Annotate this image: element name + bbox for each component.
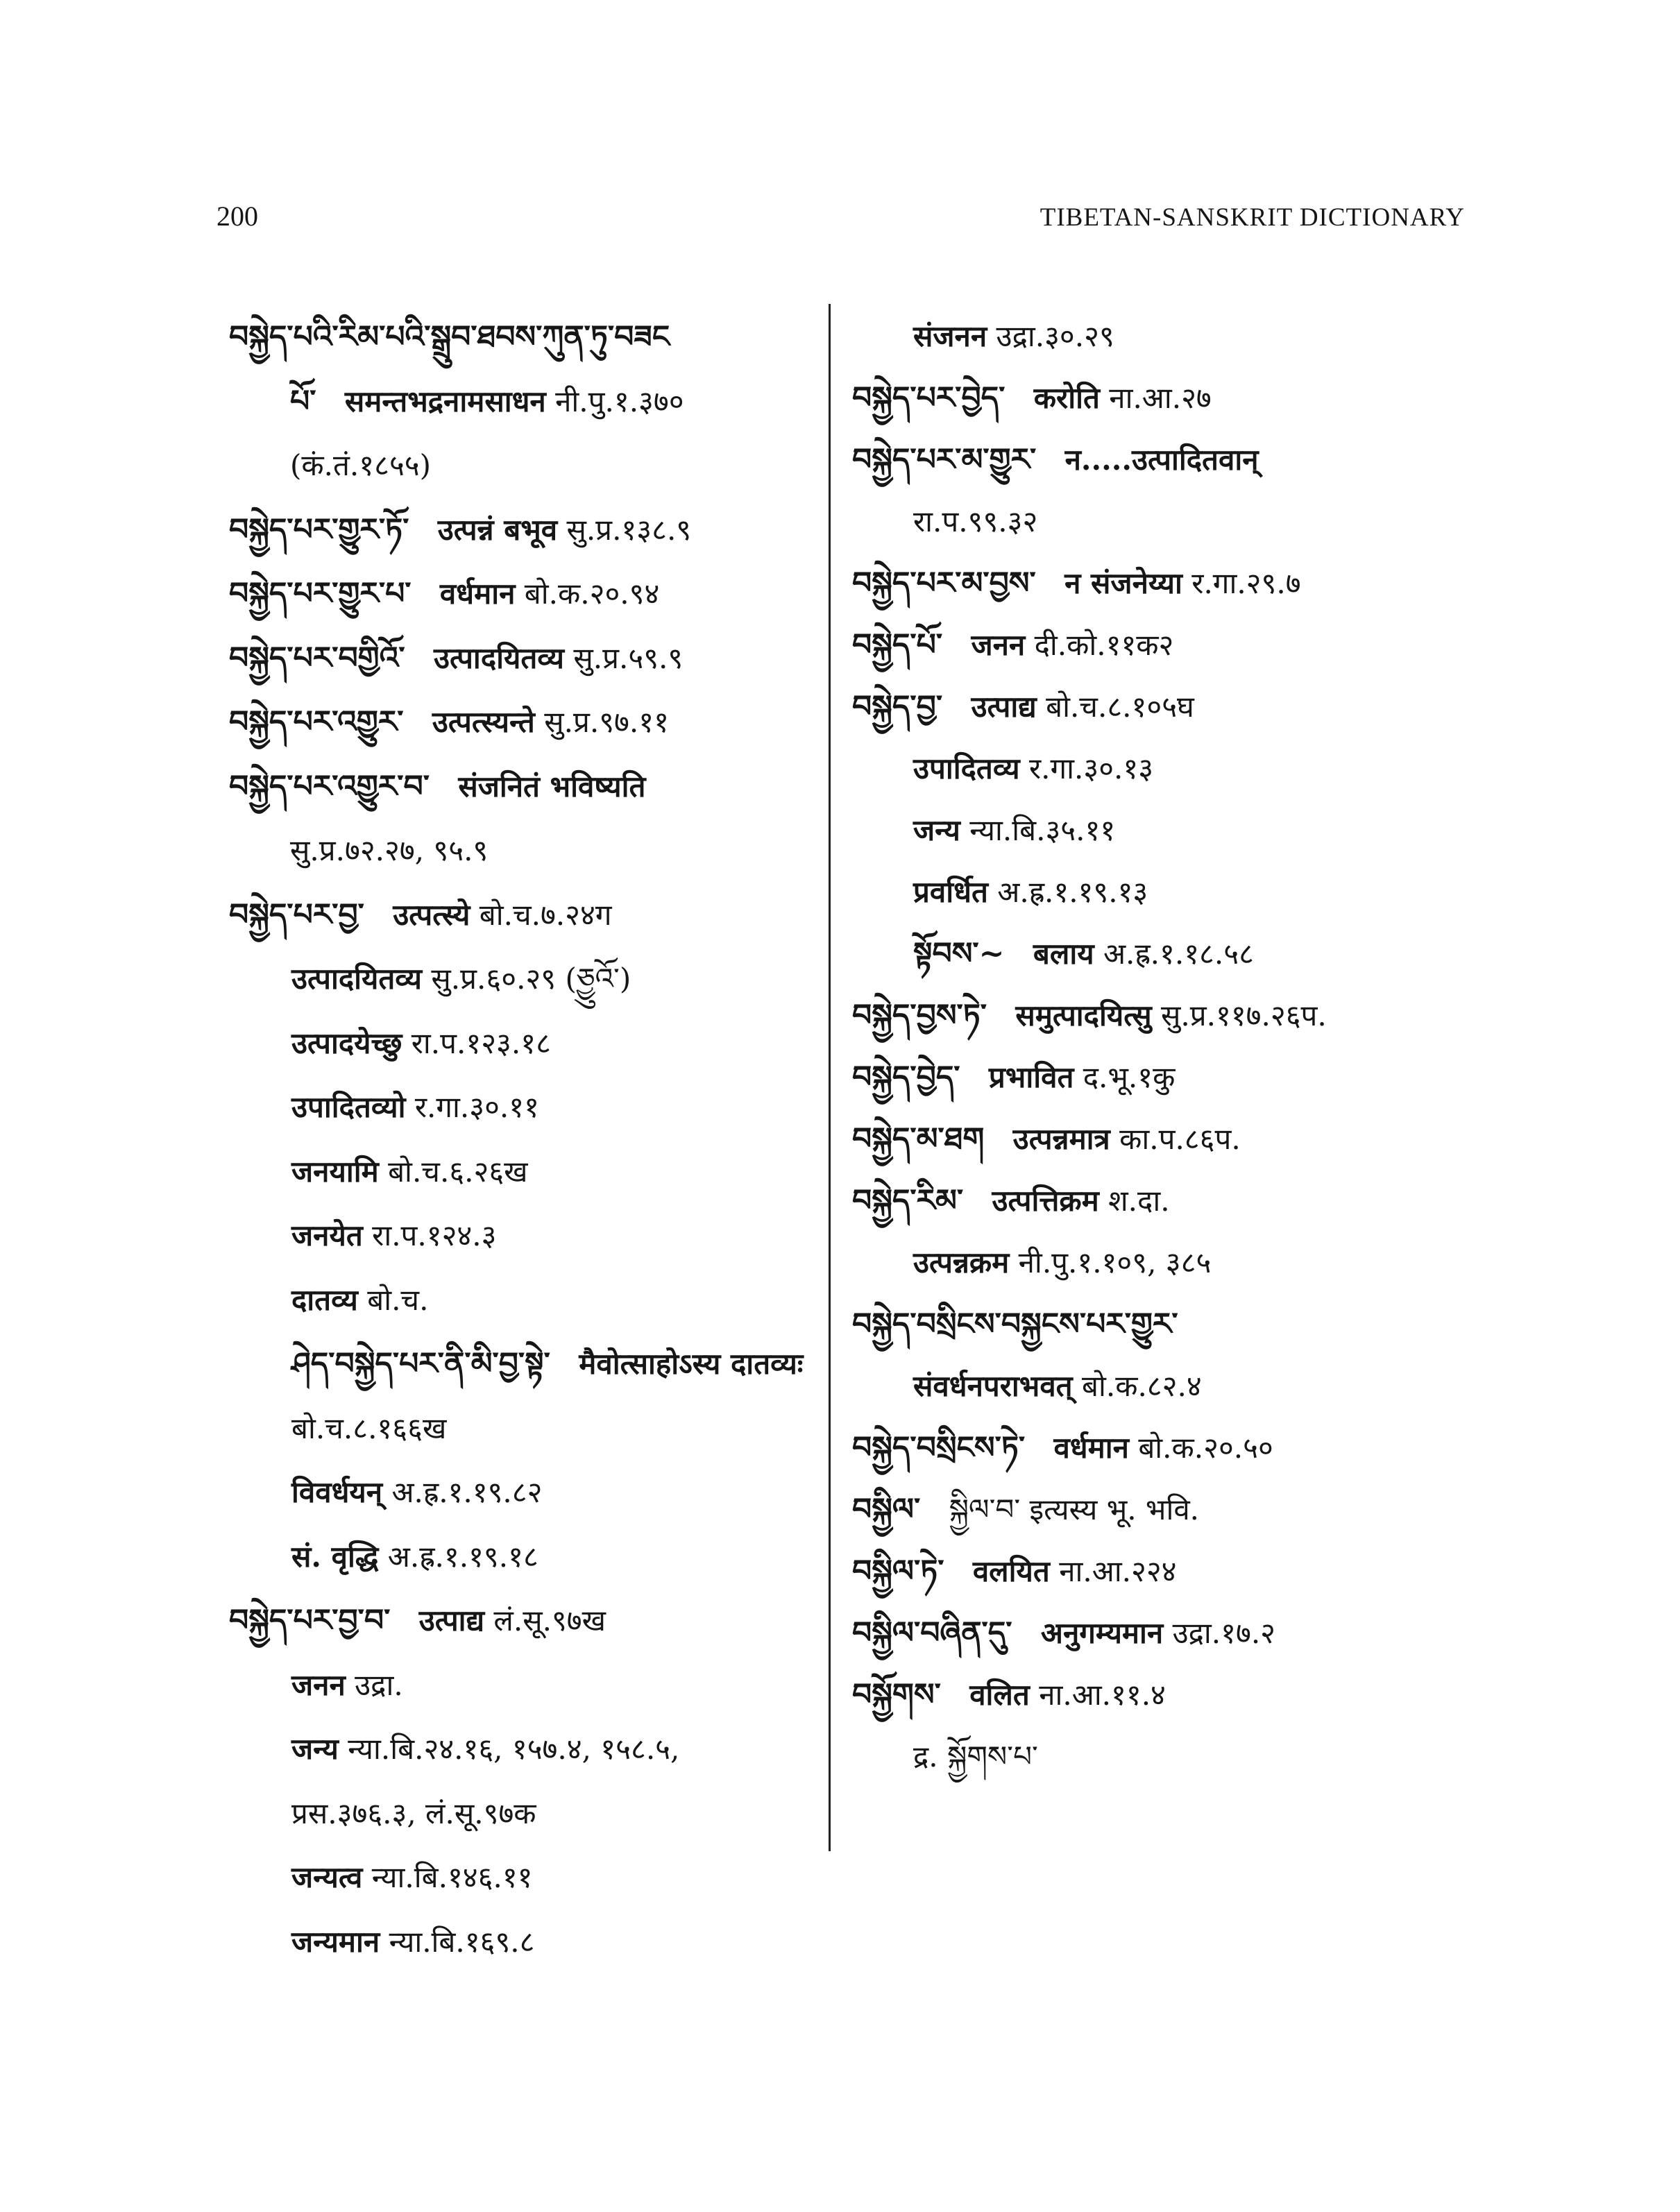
- source-reference: नी.पु.१.३७०: [555, 384, 684, 418]
- tibetan-headword: ཤེད་བསྐྱེད་པར་ནི་མི་བྱ་སྟེ་: [291, 1346, 550, 1381]
- sanskrit-term: करोति: [1033, 381, 1100, 415]
- source-reference: उद्रा.१७.२: [1172, 1616, 1276, 1650]
- dictionary-line: [852, 1726, 1463, 1787]
- source-reference: ना.आ.२७: [1109, 381, 1212, 415]
- sanskrit-term: उत्पादयितव्य: [291, 962, 423, 996]
- column-divider: [829, 304, 831, 1851]
- tibetan-headword: བསྐྱེད་པར་མ་བྱས་: [852, 565, 1036, 601]
- dictionary-line: [229, 1910, 812, 1975]
- dictionary-line: [852, 367, 1463, 429]
- source-reference: सु.प्र.११७.२६प.: [1161, 998, 1327, 1032]
- dictionary-line: [852, 738, 1463, 799]
- sanskrit-term: वर्धमान: [439, 577, 516, 611]
- sanskrit-term: जनयामि: [291, 1154, 379, 1189]
- sanskrit-term: उत्पाद्य: [971, 690, 1037, 724]
- sanskrit-term: उत्पन्नक्रम: [913, 1245, 1010, 1279]
- dictionary-line: [229, 1589, 812, 1653]
- source-reference: सु.प्र.५९.९: [573, 640, 684, 675]
- sanskrit-term: उत्पादयितव्य: [433, 640, 565, 675]
- dictionary-line: [229, 1204, 812, 1268]
- source-reference: (कं.तं.१८५५): [290, 448, 432, 482]
- sanskrit-term: उत्पत्तिक्रम: [992, 1184, 1099, 1218]
- right-column: [852, 305, 1463, 1787]
- sanskrit-term: अनुगम्यमान: [1040, 1616, 1164, 1650]
- source-reference: बो.च.८.१०५घ: [1046, 690, 1194, 724]
- source-reference: सु.प्र.१३८.९: [566, 512, 692, 547]
- sanskrit-term: उत्पत्स्यन्ते: [432, 705, 535, 739]
- tibetan-headword: བསྐྱིལ་བཞིན་དུ་: [852, 1615, 1012, 1651]
- dictionary-line: [852, 1479, 1463, 1540]
- sanskrit-term: उत्पन्नमात्र: [1012, 1122, 1110, 1156]
- tibetan-headword: བསྐྱེད་པར་གྱུར་པ་: [229, 576, 411, 611]
- dictionary-line: [229, 305, 812, 370]
- sanskrit-term: जन्य: [913, 813, 960, 847]
- tibetan-headword: བསྐྱེད་བསྲིངས་ཏེ་: [852, 1430, 1026, 1465]
- dictionary-line: [852, 861, 1463, 923]
- tibetan-headword: བསྐྱེད་པར་མ་གྱུར་: [852, 442, 1037, 477]
- source-reference: अ.ह्र.१.१९.१८: [387, 1539, 538, 1574]
- source-reference: अ.ह्र.१.१९.८२: [391, 1475, 543, 1509]
- sanskrit-term: समुत्पादयित्सु: [1015, 998, 1152, 1032]
- source-reference: रा.प.९९.३२: [913, 504, 1038, 538]
- source-reference: प्रस.३७६.३, लं.सू.९७क: [291, 1796, 536, 1830]
- dictionary-line: [852, 429, 1463, 491]
- sanskrit-term: उपादितव्यो: [291, 1090, 406, 1124]
- sanskrit-term: जनन: [291, 1667, 346, 1702]
- source-reference: सु.प्र.६०.२९ (ཅྱུའོ་): [431, 962, 631, 996]
- sanskrit-term: जन्यत्व: [291, 1860, 363, 1894]
- source-reference: र.गा.२९.७: [1191, 566, 1301, 600]
- sanskrit-term: प्रभावित: [988, 1060, 1074, 1094]
- tibetan-headword: བསྐྱེད་པར་འགྱུར་བ་: [229, 768, 430, 804]
- running-title: TIBETAN-SANSKRIT DICTIONARY: [1040, 203, 1465, 232]
- tibetan-headword: བསྐྱེད་པར་བྱེད་: [852, 380, 1006, 416]
- source-reference: बो.क.२०.९४: [524, 577, 660, 611]
- dictionary-line: [852, 676, 1463, 738]
- dictionary-line: [852, 614, 1463, 676]
- dictionary-line: [852, 985, 1463, 1046]
- dictionary-line: [852, 1046, 1463, 1108]
- dictionary-line: [852, 1170, 1463, 1232]
- source-reference: बो.च.८.१६६ख: [291, 1411, 447, 1445]
- source-reference: बो.क.२०.५०: [1138, 1431, 1273, 1465]
- dictionary-line: [852, 1232, 1463, 1293]
- dictionary-line: [229, 690, 812, 755]
- source-reference: द्र. སྐྱོགས་པ་: [913, 1739, 1038, 1773]
- tibetan-headword: བསྐྱིལ་: [852, 1492, 921, 1527]
- dictionary-line: [852, 1540, 1463, 1602]
- source-reference: न्या.बि.१६९.८: [389, 1924, 535, 1959]
- page-number: 200: [217, 201, 258, 232]
- source-reference: न्या.बि.१४६.११: [371, 1860, 533, 1894]
- source-reference: सु.प्र.७२.२७, ९५.९: [290, 833, 489, 867]
- sanskrit-term: उत्पाद्य: [418, 1603, 485, 1637]
- source-reference: बो.च.६.२६ख: [388, 1154, 528, 1189]
- dictionary-line: [852, 1293, 1463, 1355]
- sanskrit-term: जन्य: [291, 1732, 339, 1766]
- sanskrit-term: संजनितं भविष्यति: [458, 769, 646, 803]
- sanskrit-term: संजनन: [913, 319, 987, 353]
- source-reference: र.गा.३०.११: [414, 1090, 539, 1124]
- dictionary-line: [229, 1140, 812, 1205]
- sanskrit-term: विवर्धयन्: [291, 1475, 383, 1509]
- dictionary-line: [229, 1332, 812, 1397]
- source-reference: द.भू.१कु: [1083, 1060, 1176, 1094]
- source-reference: रा.प.१२३.१८: [411, 1026, 551, 1060]
- source-reference: दी.को.११क२: [1034, 628, 1174, 662]
- sanskrit-term: प्रवर्धित: [913, 875, 988, 909]
- tibetan-headword: བསྐྱེད་པར་བགྱིའོ་: [229, 640, 405, 676]
- dictionary-line: [852, 1602, 1463, 1664]
- dictionary-line: [852, 491, 1463, 552]
- tibetan-headword: བསྐྱེད་བྱེད་: [852, 1060, 960, 1095]
- sanskrit-term: दातव्य: [291, 1282, 358, 1317]
- dictionary-line: [229, 883, 812, 948]
- dictionary-line: [229, 819, 812, 883]
- dictionary-line: [229, 1461, 812, 1525]
- sanskrit-term: संवर्धनपराभवत्: [913, 1369, 1073, 1403]
- sanskrit-term: जन्यमान: [291, 1924, 380, 1959]
- tibetan-headword: བསྐྱེད་པོ་: [852, 627, 943, 663]
- dictionary-line: [229, 1012, 812, 1076]
- tibetan-headword: བསྐྱེད་པའི་རིམ་པའི་སྒྲུབ་ཐབས་ཀུན་ཏུ་བཟང: [229, 319, 670, 355]
- tibetan-headword: བསྐྱེད་བསྲིངས་བསྐྱངས་པར་གྱུར་: [852, 1307, 1178, 1342]
- tibetan-headword: བསྐྱེད་བྱ་: [852, 689, 943, 724]
- source-reference: उद्रा.: [355, 1667, 403, 1702]
- dictionary-line: [229, 947, 812, 1012]
- sanskrit-term: उत्पन्नं बभूव: [437, 512, 558, 547]
- sanskrit-term: वलित: [969, 1678, 1030, 1712]
- source-reference: सु.प्र.९७.११: [544, 705, 669, 739]
- sanskrit-term: उपादितव्य: [913, 751, 1020, 785]
- dictionary-line: [852, 1355, 1463, 1417]
- source-reference: बो.क.८२.४: [1081, 1369, 1202, 1403]
- source-reference: रा.प.१२४.३: [372, 1218, 497, 1252]
- sanskrit-term: वलयित: [972, 1554, 1050, 1588]
- tibetan-headword: བསྐྱེད་རིམ་: [852, 1183, 964, 1218]
- sanskrit-term: समन्तभद्रनामसाधन: [344, 384, 546, 418]
- dictionary-line: [229, 562, 812, 627]
- sanskrit-term: उत्पादयेच्छु: [291, 1026, 402, 1060]
- left-column: [229, 305, 812, 1974]
- dictionary-line: [229, 627, 812, 691]
- source-reference: श.दा.: [1108, 1184, 1170, 1218]
- sanskrit-term: मैवोत्साहोऽस्य दातव्यः: [579, 1347, 804, 1381]
- sanskrit-term: बलाय: [1033, 937, 1094, 971]
- tibetan-headword: བསྐྱེད་པར་གྱུར་ཏོ་: [229, 511, 409, 547]
- source-reference: ना.आ.२२४: [1059, 1554, 1177, 1588]
- sanskrit-term: उत्पत्स्ये: [393, 897, 470, 932]
- sanskrit-term: वर्धमान: [1053, 1431, 1129, 1465]
- source-reference: न्या.बि.२४.१६, १५७.४, १५८.५,: [348, 1732, 680, 1766]
- dictionary-line: [229, 1268, 812, 1333]
- source-reference: अ.ह्र.१.१९.१३: [997, 875, 1148, 909]
- source-reference: का.प.८६प.: [1119, 1122, 1241, 1156]
- dictionary-line: [229, 755, 812, 819]
- tibetan-headword: སྟོབས་~: [913, 936, 1005, 971]
- sanskrit-term: जनन: [971, 628, 1026, 662]
- dictionary-line: [852, 799, 1463, 861]
- dictionary-line: [229, 1782, 812, 1846]
- source-reference: र.गा.३०.१३: [1028, 751, 1154, 785]
- dictionary-line: [852, 1664, 1463, 1726]
- source-reference: उद्रा.३०.२९: [996, 319, 1114, 353]
- dictionary-line: [229, 434, 812, 498]
- dictionary-line: [852, 552, 1463, 614]
- dictionary-line: [229, 1846, 812, 1910]
- dictionary-line: [229, 1397, 812, 1461]
- sanskrit-term: न.....उत्पादितवान्: [1064, 443, 1259, 477]
- sanskrit-term: जनयेत: [291, 1218, 363, 1252]
- dictionary-line: [229, 498, 812, 563]
- tibetan-headword: བསྐྱེད་པར་བྱ་: [229, 896, 364, 933]
- tibetan-headword: བསྐྱེད་བྱས་ཏེ་: [852, 998, 987, 1033]
- source-reference: ना.आ.११.४: [1039, 1678, 1166, 1712]
- dictionary-line: [229, 1525, 812, 1590]
- dictionary-line: [229, 1717, 812, 1782]
- dictionary-line: [852, 305, 1463, 367]
- sanskrit-term: सं. वृद्धि: [291, 1539, 379, 1574]
- dictionary-line: [852, 1108, 1463, 1170]
- tibetan-headword: བསྐྱོགས་: [852, 1677, 941, 1712]
- sanskrit-term: न संजनेय्या: [1064, 566, 1182, 600]
- tibetan-headword: བསྐྱེད་པར་བྱ་བ་: [229, 1603, 391, 1638]
- dictionary-line: [229, 1075, 812, 1140]
- tibetan-headword: བསྐྱེད་མ་ཐག: [852, 1121, 985, 1157]
- source-reference: न्या.बि.३५.११: [969, 813, 1116, 847]
- tibetan-headword: པོ་: [290, 383, 316, 419]
- source-reference: लं.सू.९७ख: [493, 1603, 606, 1637]
- dictionary-line: [852, 1417, 1463, 1479]
- source-reference: नी.पु.१.१०९, ३८५: [1018, 1245, 1212, 1279]
- source-reference: बो.च.७.२४ग: [479, 897, 612, 932]
- dictionary-line: [229, 370, 812, 434]
- tibetan-headword: བསྐྱིལ་ཏེ་: [852, 1554, 944, 1589]
- tibetan-headword: བསྐྱེད་པར་འགྱུར་: [229, 704, 404, 740]
- source-reference: बो.च.: [367, 1282, 429, 1317]
- dictionary-line: [229, 1653, 812, 1718]
- dictionary-line: [852, 923, 1463, 985]
- source-reference: अ.ह्र.१.१८.५८: [1103, 937, 1254, 971]
- source-reference: སྐྱིལ་བ་ इत्यस्य भू. भवि.: [949, 1492, 1200, 1526]
